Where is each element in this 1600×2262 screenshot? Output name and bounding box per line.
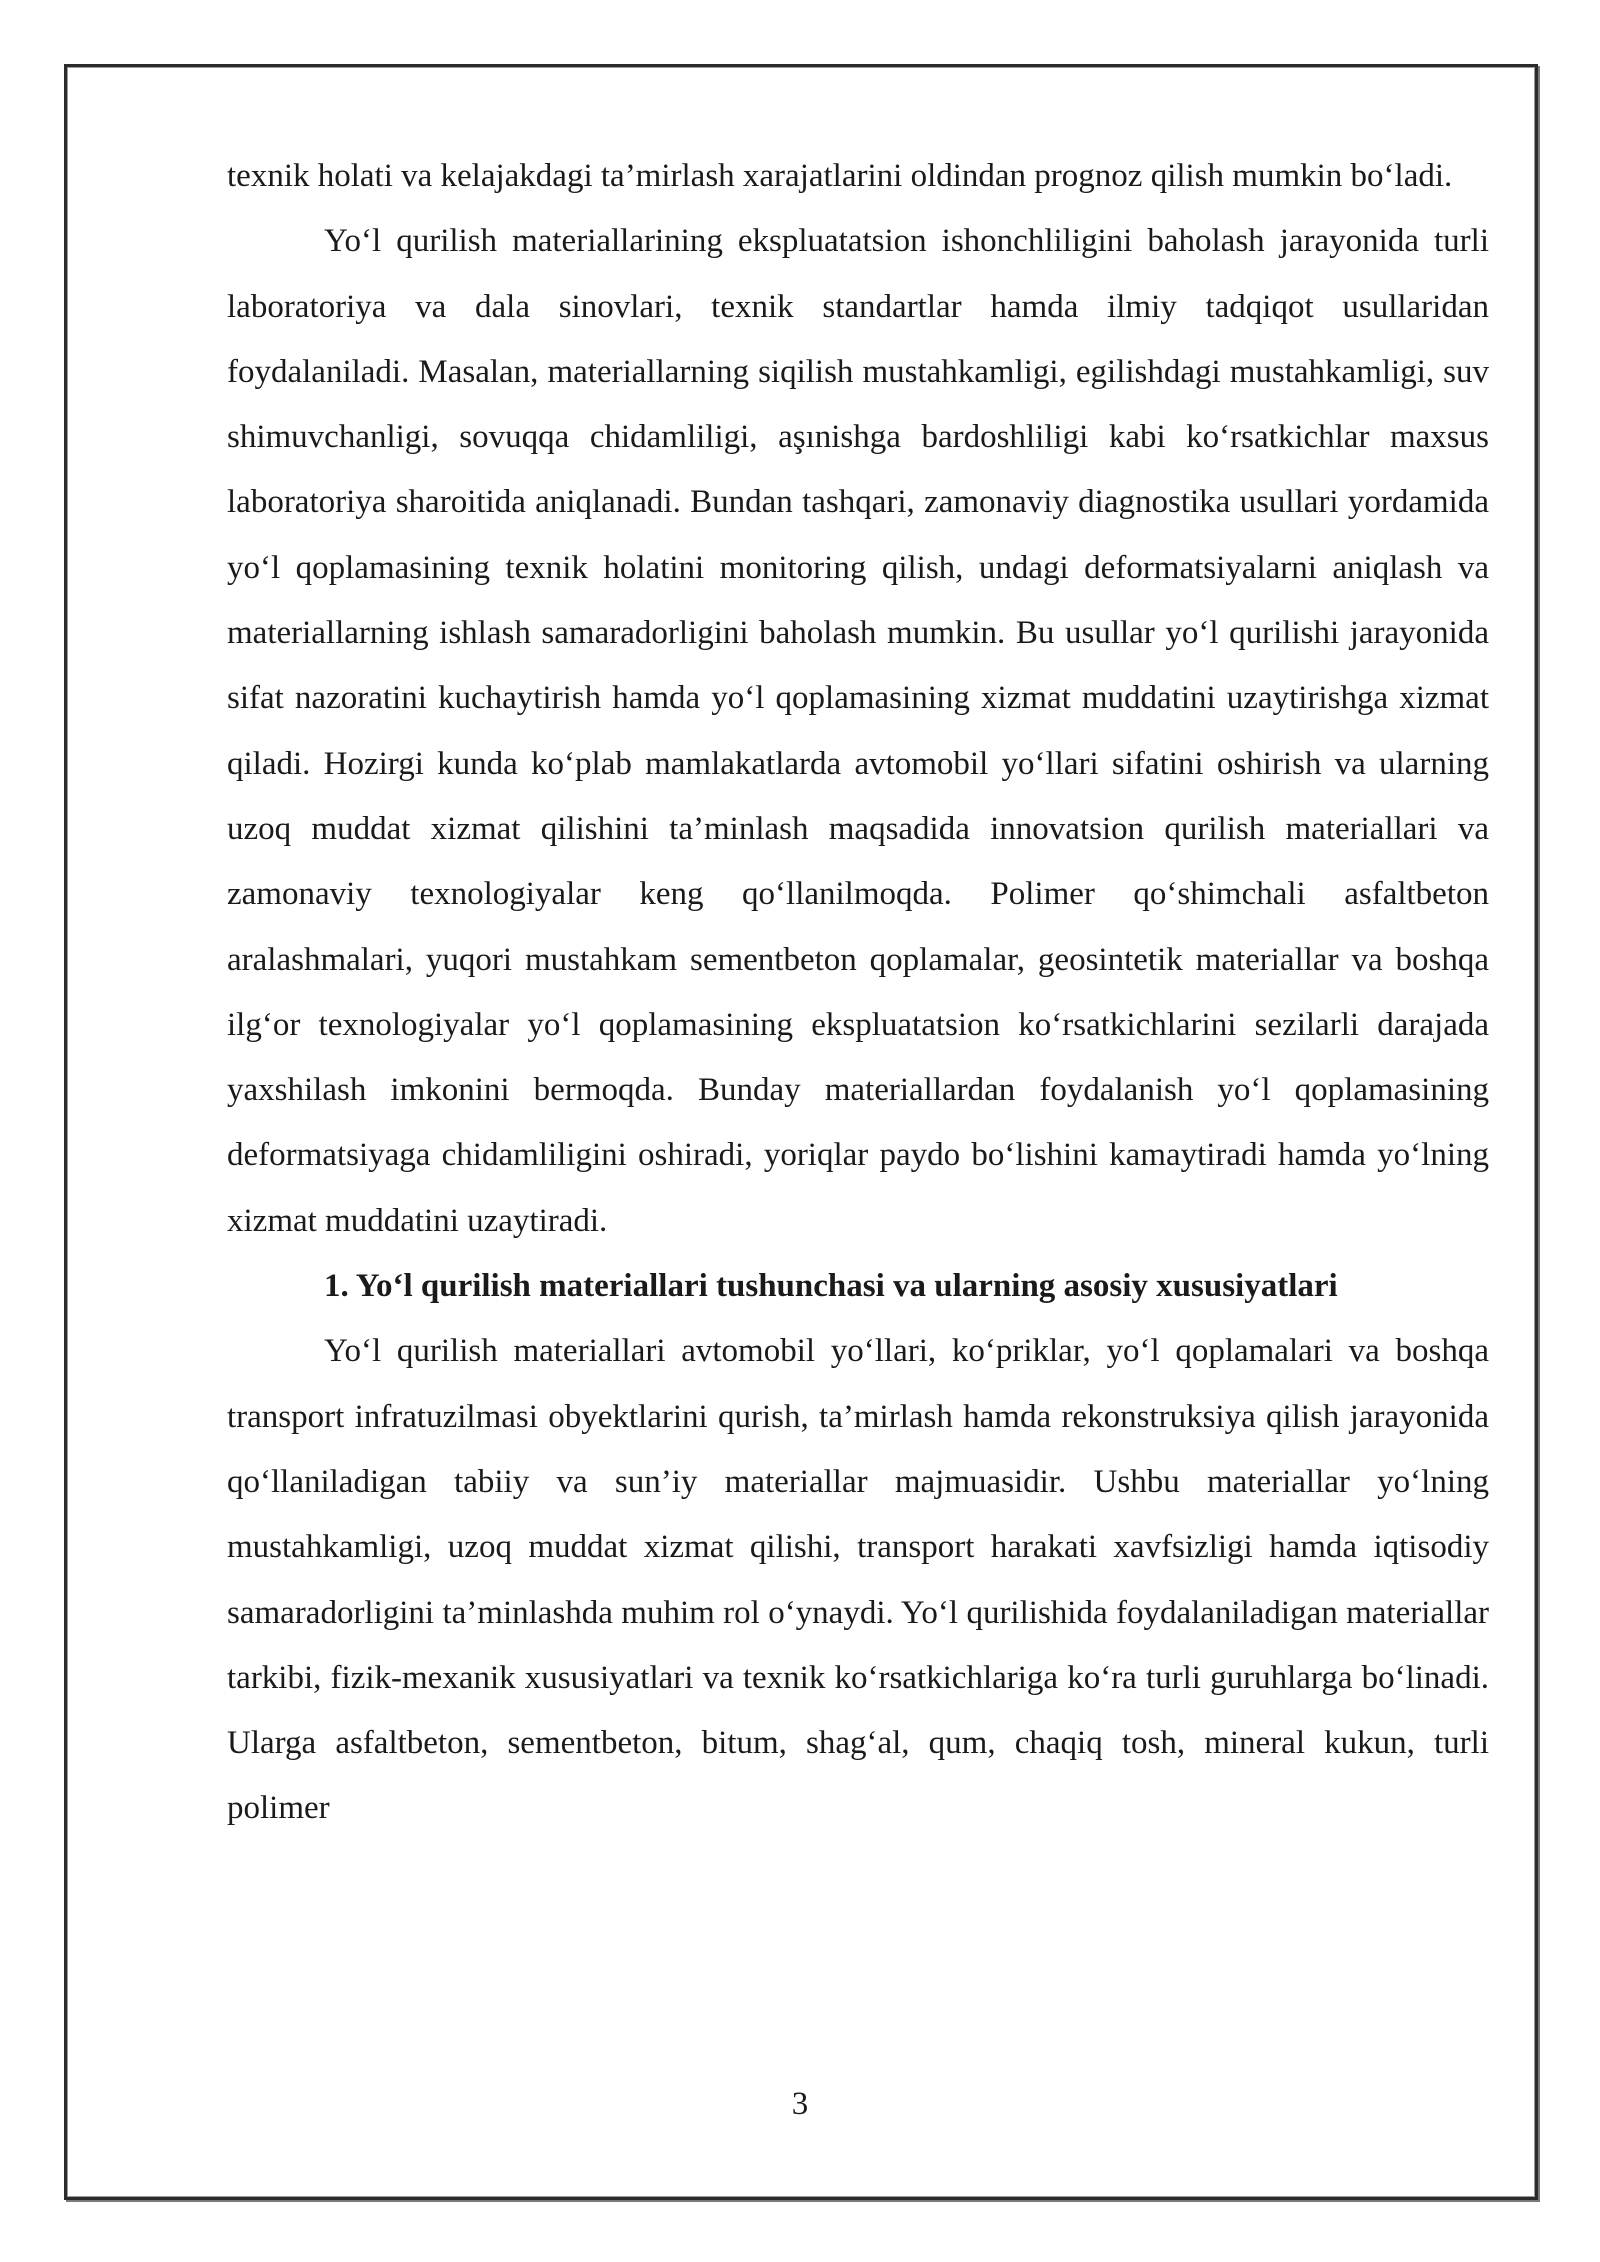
paragraph-materials-definition: Yo‘l qurilish materiallari avtomobil yo‘llari, ko‘priklar, yo‘l qoplamalari va boshqa transport infratuzilmasi obyektlarini qurish, ta’mirlash hamda rekonstruksiya qilish jarayonida qo‘llaniladigan tabiiy va sun’iy materiallar majmuasidir. Ushbu materiallar yo‘lning mustahkamligi, uzoq muddat xizmat qilishi, transport harakati xavfsizligi hamda iqtisodiy samaradorligini ta’minlashda muhim rol o‘ynaydi. Yo‘l qurilishida foydalaniladigan materiallar tarkibi, fizik-mexanik xususiyatlari va texnik ko‘rsatkichlariga ko‘ra turli guruhlarga bo‘linadi. Ularga asfaltbeton, sementbeton, bitum, shag‘al, qum, chaqiq tosh, mineral kukun, turli polimer — [227, 1333, 1489, 1827]
document-body — [227, 144, 1489, 1842]
paragraph-continuation: texnik holati va kelajakdagi ta’mirlash xarajatlarini oldindan prognoz qilish mumkin bo‘ladi. — [227, 158, 1453, 194]
section-heading: 1. Yo‘l qurilish materiallari tushunchasi va ularning asosiy xususiyatlari — [324, 1268, 1338, 1305]
page-number: 3 — [791, 2086, 809, 2122]
paragraph-evaluation-methods: Yo‘l qurilish materiallarining ekspluatatsion ishonchliligini baholash jarayonida turli laboratoriya va dala sinovlari, texnik standartlar hamda ilmiy tadqiqot usullaridan foydalaniladi. Masalan, materiallarning siqilish mustahkamligi, egilishdagi mustahkamligi, suv shimuvchanligi, sovuqqa chidamliligi, aşınishga bardoshliligi kabi ko‘rsatkichlar maxsus laboratoriya sharoitida aniqlanadi. Bundan tashqari, zamonaviy diagnostika usullari yordamida yo‘l qoplamasining texnik holatini monitoring qilish, undagi deformatsiyalarni aniqlash va materiallarning ishlash samaradorligini baholash mumkin. Bu usullar yo‘l qurilishi jarayonida sifat nazoratini kuchaytirish hamda yo‘l qoplamasining xizmat muddatini uzaytirishga xizmat qiladi. Hozirgi kunda ko‘plab mamlakatlarda avtomobil yo‘llari sifatini oshirish va ularning uzoq muddat xizmat qilishini ta’minlash maqsadida innovatsion qurilish materiallari va zamonaviy texnologiyalar keng qo‘llanilmoqda. Polimer qo‘shimchali asfaltbeton aralashmalari, yuqori mustahkam sementbeton qoplamalar, geosintetik materiallar va boshqa ilg‘or texnologiyalar yo‘l qoplamasining ekspluatatsion ko‘rsatkichlarini sezilarli darajada yaxshilash imkonini bermoqda. Bunday materiallardan foydalanish yo‘l qoplamasining deformatsiyaga chidamliligini oshiradi, yoriqlar paydo bo‘lishini kamaytiradi hamda yo‘lning xizmat muddatini uzaytiradi. — [227, 223, 1489, 1239]
